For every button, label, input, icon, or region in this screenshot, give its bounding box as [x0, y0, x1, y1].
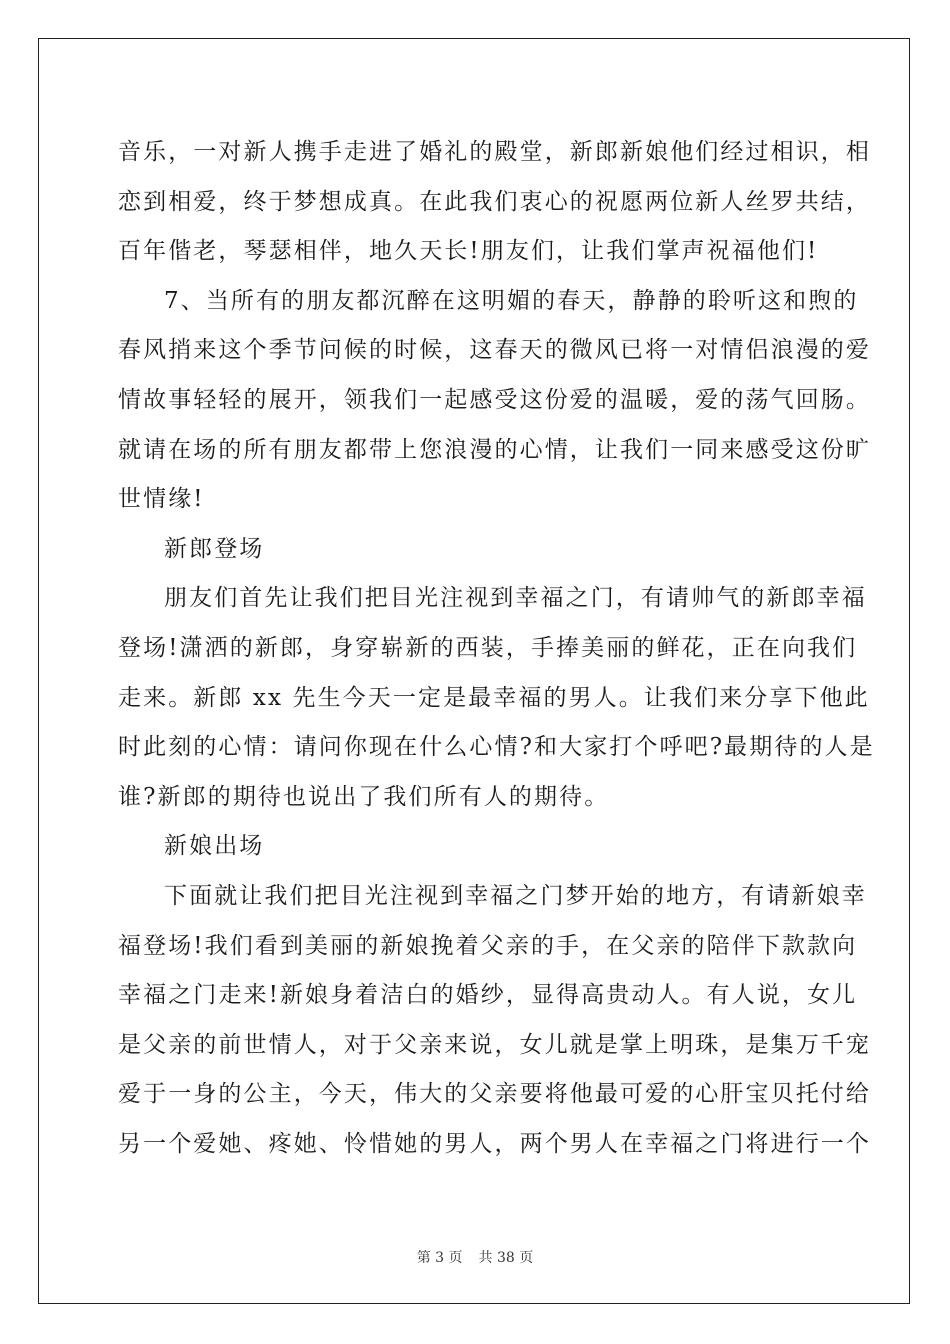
paragraph-start-line: 7、当所有的朋友都沉醉在这明媚的春天，静静的聆听这和煦的: [164, 287, 859, 314]
text-line: 就请在场的所有朋友都带上您浪漫的心情，让我们一同来感受这份旷: [118, 436, 871, 463]
text-line: 登场!潇洒的新郎，身穿崭新的西装，手捧美丽的鲜花，正在向我们: [118, 634, 858, 661]
page-total: 共 38 页: [478, 1250, 534, 1266]
page-footer: [0, 1247, 950, 1267]
text-line: 是父亲的前世情人，对于父亲来说，女儿就是掌上明珠，是集万千宠: [118, 1031, 871, 1058]
text-line: 走来。新郎 xx 先生今天一定是最幸福的男人。让我们来分享下他此: [118, 684, 870, 711]
text-line: 世情缘!: [118, 486, 205, 513]
text-line: 音乐，一对新人携手走进了婚礼的殿堂，新郎新娘他们经过相识，相: [118, 139, 871, 165]
text-line: 谁?新郎的期待也说出了我们所有人的期待。: [118, 783, 610, 810]
text-line: 爱于一身的公主，今天，伟大的父亲要将他最可爱的心肝宝贝托付给: [118, 1081, 871, 1108]
text-line: 幸福之门走来!新娘身着洁白的婚纱，显得高贵动人。有人说，女儿: [118, 982, 858, 1009]
paragraph-start-line: 下面就让我们把目光注视到幸福之门梦开始的地方，有请新娘幸: [164, 882, 867, 909]
text-line: 福登场!我们看到美丽的新娘挽着父亲的手，在父亲的陪伴下款款向: [118, 932, 858, 959]
text-line: 恋到相爱，终于梦想成真。在此我们衷心的祝愿两位新人丝罗共结，: [118, 188, 871, 215]
page-number: 第 3 页: [416, 1250, 463, 1266]
document-body: [118, 128, 875, 1169]
text-line: 另一个爱她、疼她、怜惜她的男人，两个男人在幸福之门将进行一个: [118, 1130, 871, 1157]
text-line: 情故事轻轻的展开，领我们一起感受这份爱的温暖，爱的荡气回肠。: [118, 386, 871, 413]
text-line: 春风捎来这个季节问候的时候，这春天的微风已将一对情侣浪漫的爱: [118, 337, 871, 364]
text-line: 百年偕老，琴瑟相伴，地久天长!朋友们，让我们掌声祝福他们!: [118, 238, 819, 265]
section-heading-bride: 新娘出场: [164, 833, 265, 860]
paragraph-start-line: 朋友们首先让我们把目光注视到幸福之门，有请帅气的新郎幸福: [164, 585, 867, 612]
section-heading-groom: 新郎登场: [164, 535, 265, 562]
text-line: 时此刻的心情：请问你现在什么心情?和大家打个呼吧?最期待的人是: [118, 734, 875, 761]
